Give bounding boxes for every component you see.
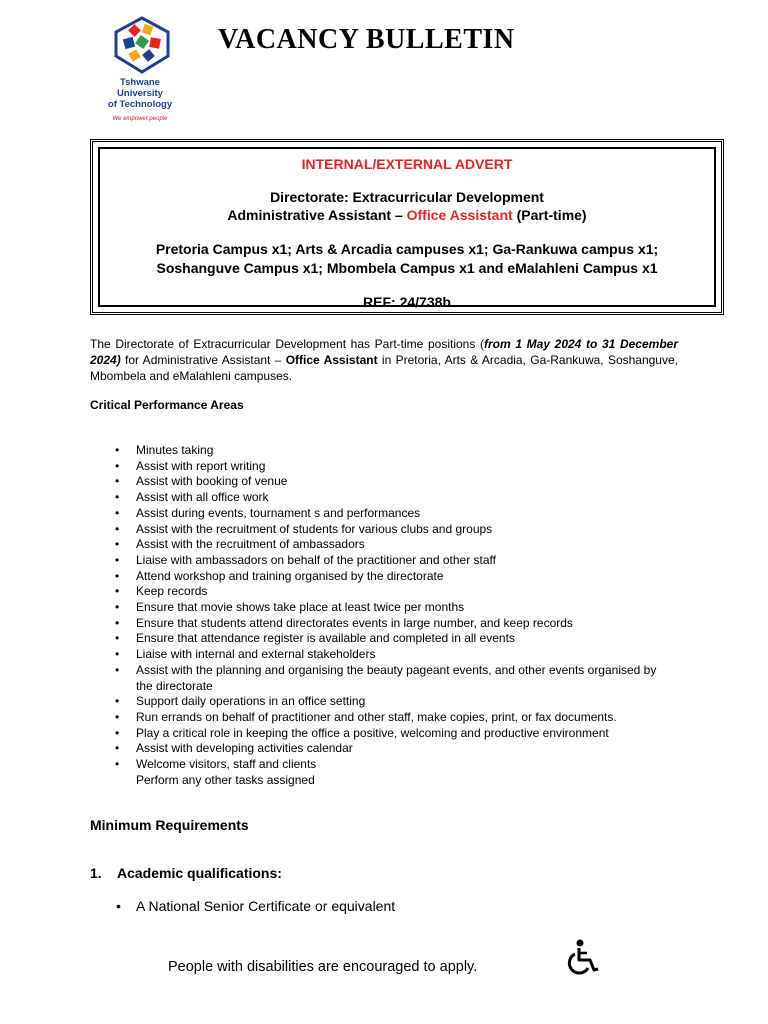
disability-note: People with disabilities are encouraged to apply.	[168, 959, 478, 975]
bullet: •	[115, 552, 120, 567]
intro-paragraph	[90, 336, 678, 384]
bullet: •	[115, 458, 120, 473]
intro-part2: for Administrative Assistant –	[120, 353, 286, 367]
university-name	[100, 77, 180, 110]
duty-item	[115, 663, 675, 694]
bullet: •	[115, 725, 120, 740]
advert-campuses-line2: Soshanguve Campus x1; Mbombela Campus x1 and eMalahleni Campus x1	[156, 260, 658, 276]
bullet: •	[115, 600, 120, 615]
bullet: •	[115, 584, 120, 599]
duty-item	[115, 710, 675, 726]
duty-text: Liaise with ambassadors on behalf of the practitioner and other staff	[136, 552, 496, 567]
duty-item	[115, 584, 675, 600]
academic-label: Academic qualifications:	[117, 865, 282, 881]
bullet: •	[115, 709, 120, 724]
bullet: •	[115, 757, 120, 772]
page-title: VACANCY BULLETIN	[218, 24, 515, 55]
duty-text: Assist with the planning and organising the beauty pageant events, and other events organised by the directorate	[136, 662, 657, 693]
bullet: •	[115, 521, 120, 536]
bullet: •	[115, 615, 120, 630]
duty-item	[115, 757, 675, 773]
academic-heading	[90, 865, 282, 881]
bullet: •	[115, 631, 120, 646]
duty-text: Minutes taking	[136, 443, 214, 457]
duty-item	[115, 522, 675, 538]
cpa-heading: Critical Performance Areas	[90, 398, 244, 412]
duty-item	[115, 600, 675, 616]
duty-text: Keep records	[136, 584, 208, 599]
intro-role: Office Assistant	[285, 353, 378, 367]
university-logo	[104, 16, 182, 122]
duty-item	[115, 443, 675, 459]
min-requirements-heading: Minimum Requirements	[90, 817, 249, 833]
duty-text: Assist with report writing	[136, 458, 266, 473]
bullet: •	[115, 443, 120, 457]
position-suffix: (Part-time)	[512, 207, 587, 223]
duty-item	[115, 537, 675, 553]
university-name-line2: of Technology	[107, 99, 173, 110]
bullet: •	[115, 505, 120, 520]
position-prefix: Administrative Assistant –	[227, 207, 407, 223]
academic-number: 1.	[90, 865, 102, 881]
bullet: •	[115, 490, 120, 505]
qualification-item	[116, 898, 395, 914]
advert-box	[90, 139, 724, 315]
advert-directorate: Directorate: Extracurricular Development	[270, 189, 544, 205]
duty-text: Welcome visitors, staff and clients	[136, 757, 317, 772]
duty-item-extra	[115, 773, 675, 789]
duty-text: Assist with developing activities calendar	[136, 741, 353, 756]
advert-type: INTERNAL/EXTERNAL ADVERT	[301, 156, 513, 172]
duty-item	[115, 553, 675, 569]
advert-campuses-line1: Pretoria Campus x1; Arts & Arcadia campuses x1; Ga-Rankuwa campus x1;	[155, 241, 659, 257]
tut-logo-icon	[110, 16, 174, 74]
duty-item	[115, 616, 675, 632]
intro-part1: The Directorate of Extracurricular Development has Part-time positions (	[90, 337, 485, 351]
bullet: •	[115, 662, 120, 677]
duty-text: Assist with all office work	[136, 490, 269, 505]
intro-dates: from 1 May 2024 to 31 December 2024)	[90, 337, 678, 367]
duties-list	[115, 443, 675, 788]
position-highlight: Office Assistant	[406, 207, 513, 223]
duty-item	[115, 741, 675, 757]
intro-part3: in Pretoria, Arts & Arcadia, Ga-Rankuwa, Soshanguve, Mbombela and eMalahleni campuses.	[90, 353, 678, 383]
bullet: •	[115, 474, 120, 489]
bullet: •	[115, 694, 120, 709]
duty-item	[115, 647, 675, 663]
duty-text: Ensure that students attend directorates events in large number, and keep records	[136, 615, 573, 630]
duty-item	[115, 694, 675, 710]
bullet: •	[115, 647, 120, 662]
bullet: •	[115, 568, 120, 583]
duty-text: Ensure that movie shows take place at least twice per months	[136, 600, 465, 615]
duty-item	[115, 490, 675, 506]
advert-inner-frame	[98, 147, 716, 310]
advert-ref: REF: 24/738b	[363, 294, 451, 310]
bullet: •	[116, 898, 121, 914]
duty-text: Play a critical role in keeping the office a positive, welcoming and productive environment	[136, 725, 609, 740]
duty-text: Support daily operations in an office setting	[136, 694, 366, 709]
duty-text: Assist with the recruitment of ambassadors	[136, 537, 365, 552]
duty-text: Attend workshop and training organised by the directorate	[136, 568, 444, 583]
duty-text: Liaise with internal and external stakeholders	[136, 647, 376, 662]
duty-item	[115, 474, 675, 490]
duty-text: Perform any other tasks assigned	[136, 772, 315, 787]
wheelchair-icon	[563, 938, 603, 978]
bullet: •	[115, 537, 120, 552]
advert-position	[100, 207, 714, 223]
university-tagline: We empower people	[112, 116, 168, 122]
bullet: •	[115, 741, 120, 756]
duty-text: Assist during events, tournament s and performances	[136, 505, 421, 520]
duty-item	[115, 631, 675, 647]
university-name-line1: Tshwane University	[117, 77, 163, 99]
duty-item	[115, 506, 675, 522]
duty-text: Assist with booking of venue	[136, 474, 288, 489]
duty-item	[115, 726, 675, 742]
duty-text: Assist with the recruitment of students for various clubs and groups	[136, 521, 493, 536]
duty-text: Run errands on behalf of practitioner and other staff, make copies, print, or fax documents.	[136, 709, 617, 724]
duty-item	[115, 459, 675, 475]
qualification-text: A National Senior Certificate or equivalent	[136, 898, 396, 914]
duty-item	[115, 569, 675, 585]
duty-text: Ensure that attendance register is available and completed in all events	[136, 631, 515, 646]
